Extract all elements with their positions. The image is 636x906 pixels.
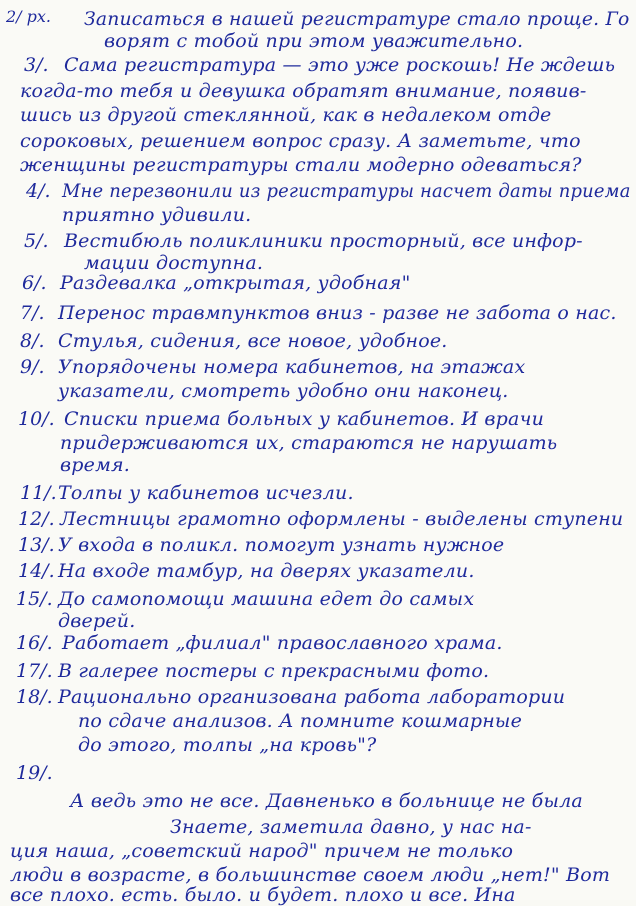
item-line: Мне перезвонили из регистратуры насчет даты приема — [62, 180, 631, 202]
item-line: Толпы у кабинетов исчезли. — [58, 482, 354, 504]
item-number: 6/. — [22, 272, 47, 294]
item-line: Вестибюль поликлиники просторный, все инфор- — [64, 230, 583, 252]
item-number: 19/. — [16, 762, 53, 784]
closing-line: А ведь это не все. Давненько в больнице не была — [70, 790, 583, 812]
item-line: Стулья, сидения, все новое, удобное. — [58, 330, 448, 352]
item-line: женщины регистратуры стали модерно одеваться? — [20, 154, 582, 176]
item-number: 15/. — [16, 588, 53, 610]
item-number: 16/. — [16, 632, 53, 654]
item-number: 10/. — [18, 408, 55, 430]
item-line: Работает „филиал" православного храма. — [62, 632, 503, 654]
item-number: 4/. — [26, 180, 51, 202]
item-line: У входа в поликл. помогут узнать нужное — [58, 534, 505, 556]
item-number: 9/. — [20, 356, 45, 378]
item-number: 11/. — [20, 482, 57, 504]
item-line: мации доступна. — [84, 252, 264, 274]
item-line: Сама регистратура — это уже роскошь! Не ждешь — [64, 54, 616, 76]
item-line: время. — [60, 454, 131, 476]
item-line: шись из другой стеклянной, как в недалеком отде — [20, 104, 552, 126]
item-number: 14/. — [18, 560, 55, 582]
item-line: Списки приема больных у кабинетов. И врачи — [64, 408, 545, 430]
item-line: до этого, толпы „на кровь"? — [78, 734, 377, 756]
item-line: дверей. — [58, 610, 136, 632]
item-number: 17/. — [16, 660, 53, 682]
item-number: 3/. — [24, 54, 49, 76]
item-line: приятно удивили. — [62, 204, 252, 226]
item-number: 13/. — [18, 534, 55, 556]
closing-line: Знаете, заметила давно, у нас на- — [170, 816, 532, 838]
item-line: по сдаче анализов. А помните кошмарные — [78, 710, 523, 732]
item-line: Упорядочены номера кабинетов, на этажах — [58, 356, 526, 378]
item-line: указатели, смотреть удобно они наконец. — [58, 380, 509, 402]
item-line: Перенос травмпунктов вниз - разве не забота о нас. — [58, 302, 617, 324]
item-line: Рационально организована работа лаборатории — [58, 686, 566, 708]
item-number: 7/. — [20, 302, 45, 324]
item-number: 18/. — [16, 686, 53, 708]
closing-line: люди в возрасте, в большинстве своем люди „нет!" Вот — [10, 864, 611, 886]
item-line: Записаться в нашей регистратуре стало проще. Го — [84, 8, 630, 30]
item-number: 12/. — [18, 508, 55, 530]
item-line: В галерее постеры с прекрасными фото. — [58, 660, 490, 682]
item-number: 8/. — [20, 330, 45, 352]
item-line: Лестницы грамотно оформлены - выделены ступени — [60, 508, 624, 530]
item-number: 5/. — [24, 230, 49, 252]
item-number: 2/ рх. — [6, 7, 52, 26]
closing-line: все плохо. есть. было. и будет. плохо и все. Ина — [10, 884, 516, 906]
item-line: Раздевалка „открытая, удобная" — [60, 272, 411, 294]
item-line: До самопомощи машина едет до самых — [58, 588, 475, 610]
item-line: На входе тамбур, на дверях указатели. — [58, 560, 475, 582]
item-line: ворят с тобой при этом уважительно. — [104, 30, 524, 52]
item-line: придерживаются их, стараются не нарушать — [60, 432, 558, 454]
item-line: когда-то тебя и девушка обратят внимание, появив- — [20, 80, 587, 102]
closing-line: ция наша, „советский народ" причем не только — [10, 840, 514, 862]
item-line: сороковых, решением вопрос сразу. А заметьте, что — [20, 130, 581, 152]
